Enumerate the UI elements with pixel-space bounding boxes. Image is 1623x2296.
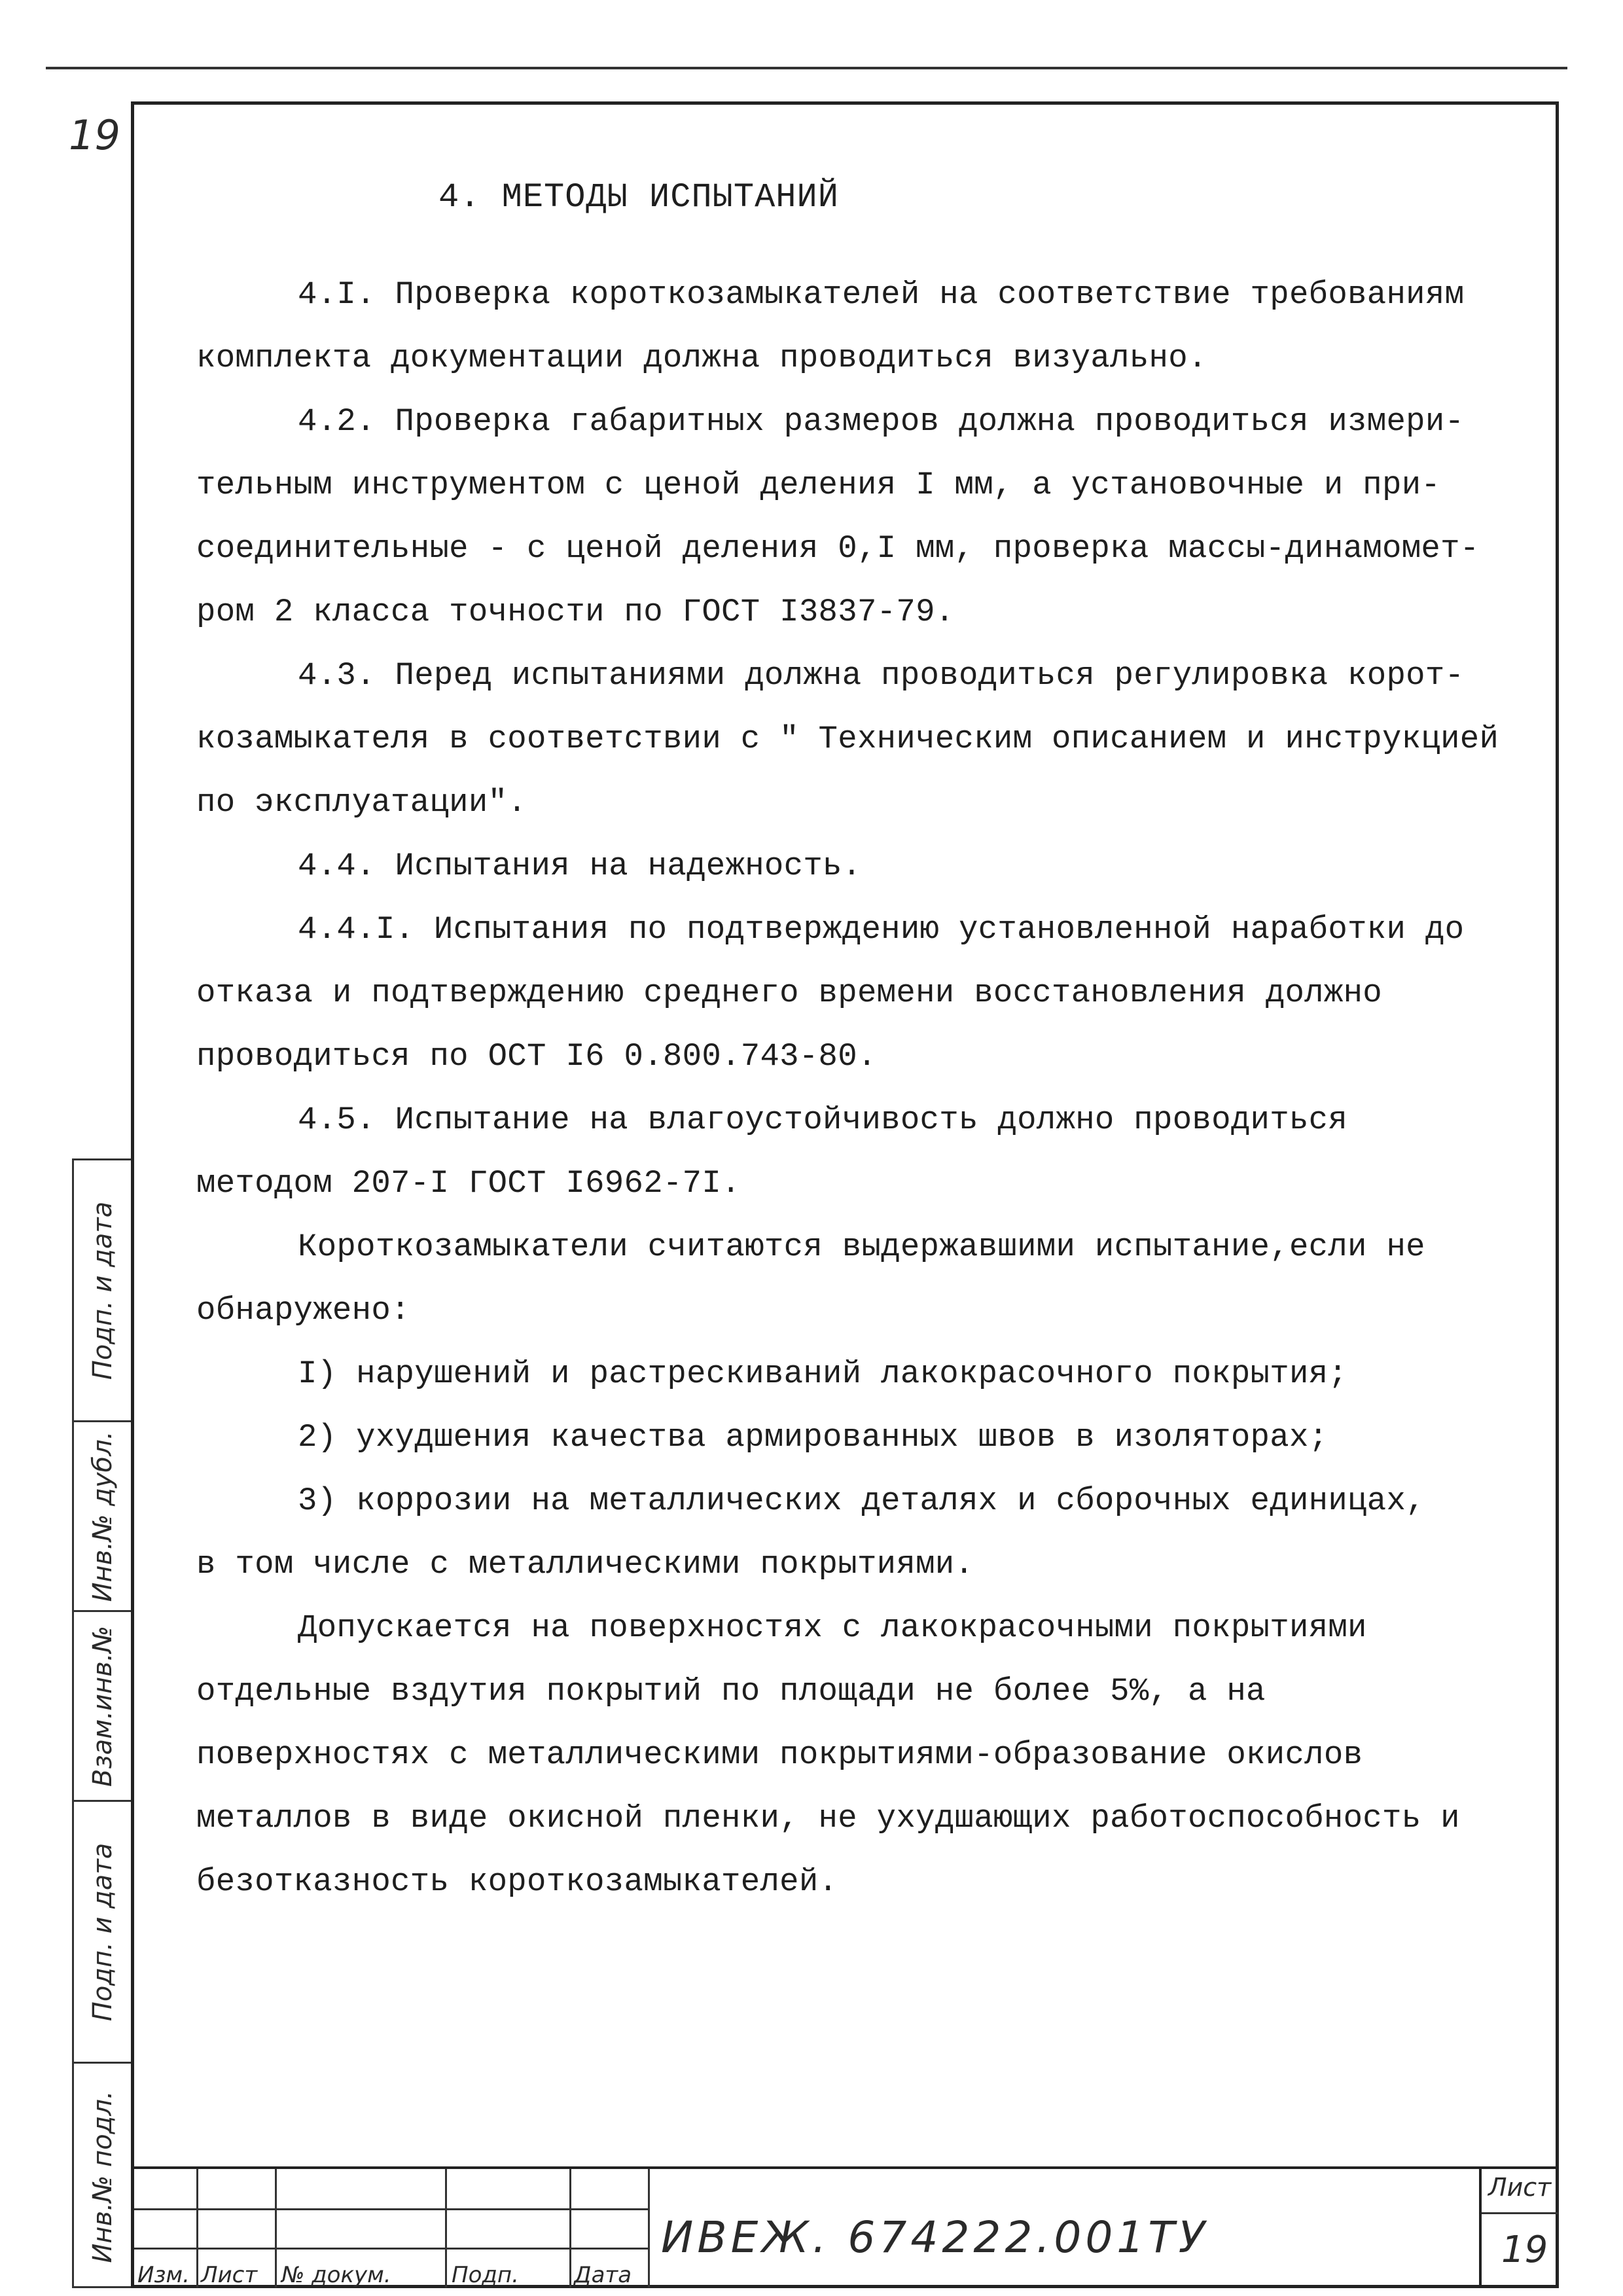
table-divider	[196, 2169, 198, 2287]
text-line: поверхностях с металлическими покрытиями-образование окислов	[196, 1736, 1363, 1773]
text-line: Короткозамыкатели считаются выдержавшими испытание,если не	[298, 1229, 1425, 1265]
strip-label: Подп. и дата	[87, 1842, 118, 2021]
sheet-divider	[1482, 2212, 1558, 2214]
text-line: в том числе с металлическими покрытиями.	[196, 1546, 974, 1583]
text-line: по эксплуатации".	[196, 784, 527, 821]
strip-cell-dup-inventory	[74, 1422, 131, 1612]
table-divider	[648, 2169, 650, 2287]
sheet-box	[1479, 2166, 1558, 2285]
text-line: тельным инструментом с ценой деления I мм, а установочные и при-	[196, 467, 1441, 503]
column-label-sheet: Лист	[201, 2262, 258, 2288]
document-number: ИВЕЖ. 674222.001ТУ	[661, 2212, 1209, 2263]
text-line: проводиться по ОСТ I6 0.800.743-80.	[196, 1038, 877, 1075]
corner-page-number: 19	[69, 111, 120, 159]
revision-table	[134, 2169, 648, 2287]
text-line: 4.4.I. Испытания по подтверждению установленной наработки до	[298, 911, 1465, 948]
text-line: отдельные вздутия покрытий по площади не более 5%, а на	[196, 1673, 1266, 1710]
text-line: 4.3. Перед испытаниями должна проводиться регулировка корот-	[298, 657, 1465, 694]
strip-label: Инв.№ подл.	[87, 2090, 118, 2263]
text-line: соединительные - с ценой деления 0,I мм, проверка массы-динамомет-	[196, 530, 1480, 567]
sheet-label: Лист	[1488, 2173, 1552, 2202]
text-line: козамыкателя в соответствии с " Техническим описанием и инструкцией	[196, 721, 1499, 757]
column-label-date: Дата	[574, 2262, 632, 2288]
sheet-number: 19	[1501, 2229, 1548, 2271]
text-line: комплекта документации должна проводиться визуально.	[196, 340, 1207, 376]
text-line: 3) коррозии на металлических деталях и сборочных единицах,	[298, 1482, 1425, 1519]
text-line: металлов в виде окисной пленки, не ухудшающих работоспособность и	[196, 1800, 1460, 1837]
table-divider	[275, 2169, 277, 2287]
section-heading: 4. МЕТОДЫ ИСПЫТАНИЙ	[438, 178, 839, 217]
table-divider	[569, 2169, 571, 2287]
strip-cell-replaces-inventory	[74, 1612, 131, 1802]
text-line: обнаружено:	[196, 1292, 410, 1329]
text-line: 4.5. Испытание на влагоустойчивость должно проводиться	[298, 1102, 1348, 1138]
table-divider	[134, 2208, 648, 2210]
text-line: Допускается на поверхностях с лакокрасочными покрытиями	[298, 1609, 1367, 1646]
text-line: безотказность короткозамыкателей.	[196, 1863, 838, 1900]
strip-label: Подп. и дата	[87, 1201, 118, 1380]
text-line: 4.4. Испытания на надежность.	[298, 848, 862, 884]
side-stamp-strip	[72, 1158, 131, 2288]
table-divider	[445, 2169, 447, 2287]
text-line: методом 207-I ГОСТ I6962-7I.	[196, 1165, 741, 1202]
top-rule	[46, 67, 1567, 69]
strip-cell-original-inventory	[74, 2064, 131, 2290]
text-line: 4.2. Проверка габаритных размеров должна проводиться измери-	[298, 403, 1465, 440]
strip-cell-sign-date-1	[74, 1160, 131, 1422]
column-label-change: Изм.	[137, 2262, 190, 2288]
text-line: отказа и подтверждению среднего времени восстановления должно	[196, 975, 1382, 1011]
strip-label: Взам.инв.№	[87, 1625, 118, 1787]
column-label-signature: Подп.	[452, 2262, 519, 2288]
text-line: 4.I. Проверка короткозамыкателей на соответствие требованиям	[298, 276, 1465, 313]
table-divider	[134, 2248, 648, 2250]
strip-cell-sign-date-2	[74, 1802, 131, 2064]
column-label-doc-number: № докум.	[281, 2262, 391, 2288]
text-line: I) нарушений и растрескиваний лакокрасочного покрытия;	[298, 1355, 1348, 1392]
text-line: ром 2 класса точности по ГОСТ I3837-79.	[196, 594, 955, 630]
text-line: 2) ухудшения качества армированных швов в изоляторах;	[298, 1419, 1329, 1456]
strip-label: Инв.№ дубл.	[87, 1431, 118, 1602]
